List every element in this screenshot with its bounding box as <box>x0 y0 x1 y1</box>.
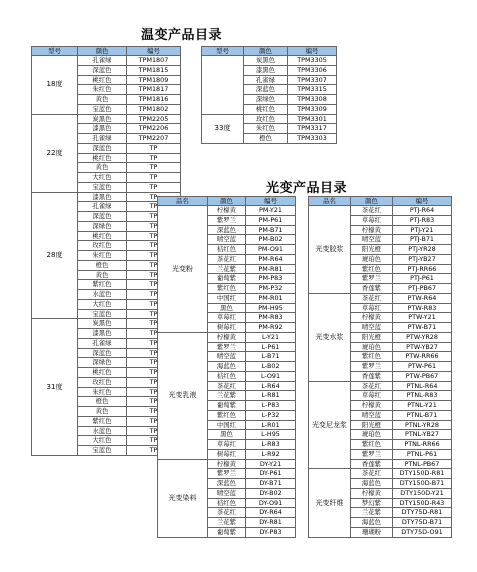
color-cell: 兰花紫 <box>208 518 246 528</box>
code-cell: TPM1809 <box>127 75 181 85</box>
temperature-table-right <box>201 46 337 144</box>
color-cell: 朱红色 <box>78 251 127 261</box>
header-cell: 颜色 <box>244 47 288 56</box>
table-row <box>309 293 452 303</box>
code-cell: TP <box>127 202 181 212</box>
color-cell: 阳光橙 <box>351 420 393 430</box>
code-cell: TPM3315 <box>288 85 337 95</box>
color-cell: 紫红色 <box>208 284 246 294</box>
code-cell: DTY150D-B71 <box>393 479 452 489</box>
code-cell: DY-R81 <box>246 518 296 528</box>
color-cell: 晴空蓝 <box>208 235 246 245</box>
code-cell: PM-O91 <box>246 245 296 255</box>
color-cell: 琥珀色 <box>351 430 393 440</box>
header-cell: 颜色 <box>208 197 246 206</box>
code-cell: TP <box>127 446 181 456</box>
color-cell: 深绿色 <box>78 358 127 368</box>
header-cell: 编号 <box>393 197 452 206</box>
color-cell: 兰花紫 <box>208 264 246 274</box>
color-cell: 水蓝色 <box>78 426 127 436</box>
code-cell: PTW-B71 <box>393 323 452 333</box>
code-cell: PTJ-R83 <box>393 215 452 225</box>
color-cell: 桃红色 <box>78 368 127 378</box>
code-cell: TP <box>127 260 181 270</box>
code-cell: L-R64 <box>246 381 296 391</box>
header-cell: 编号 <box>288 47 337 56</box>
code-cell: PTNL-RR66 <box>393 440 452 450</box>
table-row <box>309 206 452 216</box>
color-cell: 阳光橙 <box>351 245 393 255</box>
code-cell: TP <box>127 348 181 358</box>
code-cell: TPM3301 <box>288 114 337 124</box>
code-cell: TP <box>127 407 181 417</box>
color-cell: 深蓝色 <box>78 212 127 222</box>
code-cell: DY-P61 <box>246 469 296 479</box>
color-cell: 深蓝色 <box>244 85 288 95</box>
color-cell: 深蓝色 <box>78 348 127 358</box>
code-cell: DY-O91 <box>246 498 296 508</box>
code-cell: PTNL-R64 <box>393 381 452 391</box>
color-cell: 玫红色 <box>244 114 288 124</box>
code-cell: TPM2206 <box>127 124 181 134</box>
header-cell: 编号 <box>127 47 181 56</box>
code-cell: TPM3303 <box>288 134 337 144</box>
color-cell: 柠檬黄 <box>351 488 393 498</box>
code-cell: PTJ-B71 <box>393 235 452 245</box>
color-cell: 柠檬黄 <box>208 332 246 342</box>
color-cell: 晴空蓝 <box>208 488 246 498</box>
code-cell: PTW-PB67 <box>393 371 452 381</box>
color-cell: 草莓红 <box>208 313 246 323</box>
code-cell: L-H95 <box>246 430 296 440</box>
code-cell: TPM3306 <box>288 65 337 75</box>
code-cell: TP <box>127 416 181 426</box>
color-cell: 深绿色 <box>244 95 288 105</box>
color-cell: 茶花红 <box>351 381 393 391</box>
color-cell: 草莓红 <box>351 303 393 313</box>
color-cell: 朱红色 <box>244 124 288 134</box>
code-cell: PM-P61 <box>246 215 296 225</box>
color-cell: 桃红色 <box>244 104 288 114</box>
color-cell: 大红色 <box>78 436 127 446</box>
code-cell: PM-R83 <box>246 313 296 323</box>
code-cell: TP <box>127 173 181 183</box>
code-cell: L-Y21 <box>246 332 296 342</box>
color-cell: 水蓝色 <box>78 290 127 300</box>
code-cell: L-R83 <box>246 440 296 450</box>
code-cell: PM-B71 <box>246 225 296 235</box>
code-cell: PTW-R64 <box>393 293 452 303</box>
table-row <box>158 206 296 216</box>
code-cell: TP <box>127 299 181 309</box>
code-cell: DTY75D-O91 <box>393 527 452 537</box>
code-cell: PTJ-RR66 <box>393 264 452 274</box>
color-cell: 阳光橙 <box>351 332 393 342</box>
code-cell: DTY150D-R81 <box>393 469 452 479</box>
code-cell: DTY150D-R43 <box>393 498 452 508</box>
code-cell: PTJ-PB67 <box>393 284 452 294</box>
table-row <box>202 56 337 66</box>
photochromic-catalog-title: 光变产品目录 <box>266 181 348 196</box>
color-cell: 深绿色 <box>78 221 127 231</box>
header-cell: 型号 <box>202 47 244 56</box>
code-cell: PTNL-Y21 <box>393 401 452 411</box>
color-cell: 琥珀色 <box>351 254 393 264</box>
group-label: 光变纤维 <box>309 469 351 537</box>
code-cell: PTNL-B71 <box>393 410 452 420</box>
color-cell: 漆黑色 <box>78 192 127 202</box>
color-cell: 深蓝色 <box>208 225 246 235</box>
code-cell: DY-Y21 <box>246 459 296 469</box>
table-row <box>309 381 452 391</box>
code-cell: DY-R64 <box>246 508 296 518</box>
code-cell: PTW-P61 <box>393 362 452 372</box>
code-cell: TP <box>127 387 181 397</box>
code-cell: PTNL-PB67 <box>393 459 452 469</box>
code-cell: TPM3317 <box>288 124 337 134</box>
group-label: 光变尼龙浆 <box>309 381 351 469</box>
color-cell: 茶花红 <box>351 469 393 479</box>
code-cell: TP <box>127 182 181 192</box>
color-cell: 炭黑色 <box>78 319 127 329</box>
color-cell: 兰花紫 <box>351 508 393 518</box>
code-cell: PM-Y21 <box>246 206 296 216</box>
code-cell: TP <box>127 192 181 202</box>
table-row <box>32 56 181 66</box>
code-cell: TP <box>127 280 181 290</box>
code-cell: DTY75D-B71 <box>393 518 452 528</box>
color-cell: 柠檬黄 <box>351 401 393 411</box>
color-cell: 深蓝色 <box>208 479 246 489</box>
color-cell: 孔雀绿 <box>244 75 288 85</box>
color-cell: 紫罗兰 <box>351 274 393 284</box>
color-cell: 炭黑色 <box>78 114 127 124</box>
group-label: 18度 <box>32 56 78 115</box>
code-cell: TP <box>127 251 181 261</box>
color-cell: 紫红色 <box>351 264 393 274</box>
color-cell: 橙色 <box>244 134 288 144</box>
code-cell: TP <box>127 212 181 222</box>
code-cell: TPM3307 <box>288 75 337 85</box>
color-cell: 紫红色 <box>351 352 393 362</box>
temperature-catalog-title: 温变产品目录 <box>141 28 223 43</box>
color-cell: 草莓红 <box>351 215 393 225</box>
color-cell: 晴空蓝 <box>351 410 393 420</box>
color-cell: 晴空蓝 <box>351 323 393 333</box>
group-label: 31度 <box>32 319 78 456</box>
code-cell: DTY75D-R81 <box>393 508 452 518</box>
code-cell: PM-R64 <box>246 254 296 264</box>
code-cell: TP <box>127 436 181 446</box>
color-cell: 桃红色 <box>78 153 127 163</box>
code-cell: TP <box>127 241 181 251</box>
color-cell: 紫罗兰 <box>208 342 246 352</box>
code-cell: PM-P32 <box>246 284 296 294</box>
color-cell: 桔红色 <box>208 245 246 255</box>
code-cell: PM-B02 <box>246 235 296 245</box>
color-cell: 香莲紫 <box>351 371 393 381</box>
group-label: 22度 <box>32 114 78 192</box>
color-cell: 香莲紫 <box>351 284 393 294</box>
color-cell: 玫红色 <box>78 377 127 387</box>
color-cell: 中国红 <box>208 293 246 303</box>
code-cell: DTY150D-Y21 <box>393 488 452 498</box>
color-cell: 兰花紫 <box>208 391 246 401</box>
code-cell: PTW-Y21 <box>393 313 452 323</box>
code-cell: TPM1802 <box>127 104 181 114</box>
color-cell: 漆黑色 <box>78 329 127 339</box>
code-cell: L-R01 <box>246 420 296 430</box>
code-cell: DY-P83 <box>246 527 296 537</box>
code-cell: TP <box>127 270 181 280</box>
color-cell: 黄色 <box>78 95 127 105</box>
color-cell: 茶花红 <box>351 293 393 303</box>
table-row <box>32 114 181 124</box>
color-cell: 桃红色 <box>78 75 127 85</box>
code-cell: TPM2205 <box>127 114 181 124</box>
code-cell: TP <box>127 143 181 153</box>
color-cell: 黄色 <box>78 407 127 417</box>
color-cell: 柠檬黄 <box>208 206 246 216</box>
color-cell: 宝蓝色 <box>78 104 127 114</box>
code-cell: TP <box>127 231 181 241</box>
color-cell: 孔雀绿 <box>78 202 127 212</box>
color-cell: 黄色 <box>78 270 127 280</box>
code-cell: TPM3305 <box>288 56 337 66</box>
code-cell: L-B71 <box>246 352 296 362</box>
color-cell: 孔雀绿 <box>78 134 127 144</box>
code-cell: L-B02 <box>246 362 296 372</box>
color-cell: 桔红色 <box>208 498 246 508</box>
code-cell: PM-P83 <box>246 274 296 284</box>
code-cell: TPM1817 <box>127 85 181 95</box>
color-cell: 紫罗兰 <box>208 469 246 479</box>
code-cell: TPM2207 <box>127 134 181 144</box>
color-cell: 漆黑色 <box>244 65 288 75</box>
color-cell: 黑色 <box>208 430 246 440</box>
color-cell: 橙色 <box>78 260 127 270</box>
code-cell: PTW-YB27 <box>393 342 452 352</box>
code-cell: DY-B02 <box>246 488 296 498</box>
code-cell: L-P83 <box>246 401 296 411</box>
group-label: 光变胶浆 <box>309 206 351 294</box>
color-cell: 琥珀色 <box>351 342 393 352</box>
code-cell: TP <box>127 309 181 319</box>
color-cell: 漆黑色 <box>78 124 127 134</box>
code-cell: PTNL-R83 <box>393 391 452 401</box>
color-cell: 深蓝色 <box>78 65 127 75</box>
group-label: 33度 <box>202 114 244 143</box>
photochromic-table-left <box>157 196 296 538</box>
header-cell: 品名 <box>309 197 351 206</box>
color-cell: 紫红色 <box>78 280 127 290</box>
color-cell: 珊瑚粉 <box>351 527 393 537</box>
color-cell: 草莓红 <box>351 391 393 401</box>
color-cell: 黑色 <box>208 303 246 313</box>
code-cell: TPM1816 <box>127 95 181 105</box>
code-cell: TP <box>127 290 181 300</box>
header-cell: 品名 <box>158 197 208 206</box>
header-cell: 编号 <box>246 197 296 206</box>
color-cell: 树莓红 <box>208 323 246 333</box>
color-cell: 海蓝色 <box>208 362 246 372</box>
code-cell: PM-R92 <box>246 323 296 333</box>
code-cell: PTNL-YR28 <box>393 420 452 430</box>
color-cell: 紫罗兰 <box>208 215 246 225</box>
group-label: 光变粉 <box>158 206 208 333</box>
color-cell: 梦幻紫 <box>351 498 393 508</box>
code-cell: TP <box>127 153 181 163</box>
color-cell: 柠檬黄 <box>208 459 246 469</box>
color-cell: 朱红色 <box>78 387 127 397</box>
color-cell: 柠檬黄 <box>351 313 393 323</box>
code-cell: PTW-YR28 <box>393 332 452 342</box>
code-cell: TPM3309 <box>288 104 337 114</box>
code-cell: DY-B71 <box>246 479 296 489</box>
code-cell: L-P61 <box>246 342 296 352</box>
color-cell: 茶花红 <box>208 254 246 264</box>
color-cell: 树莓红 <box>208 449 246 459</box>
code-cell: TP <box>127 358 181 368</box>
group-label: 光变染料 <box>158 459 208 537</box>
code-cell: PTJ-P61 <box>393 274 452 284</box>
color-cell: 紫罗兰 <box>351 449 393 459</box>
code-cell: PTJ-YR28 <box>393 245 452 255</box>
color-cell: 葡萄紫 <box>208 401 246 411</box>
code-cell: TP <box>127 397 181 407</box>
photochromic-table-right <box>308 196 452 538</box>
code-cell: PTNL-P61 <box>393 449 452 459</box>
table-row <box>202 114 337 124</box>
code-cell: L-R92 <box>246 449 296 459</box>
code-cell: L-O91 <box>246 371 296 381</box>
color-cell: 紫红色 <box>351 440 393 450</box>
code-cell: PM-H95 <box>246 303 296 313</box>
code-cell: TPM3308 <box>288 95 337 105</box>
color-cell: 茶花红 <box>208 381 246 391</box>
color-cell: 葡萄紫 <box>208 274 246 284</box>
color-cell: 茶花红 <box>351 206 393 216</box>
color-cell: 晴空蓝 <box>351 235 393 245</box>
code-cell: L-R81 <box>246 391 296 401</box>
color-cell: 中国红 <box>208 420 246 430</box>
color-cell: 葡萄紫 <box>208 527 246 537</box>
header-cell: 型号 <box>32 47 78 56</box>
code-cell: PM-R81 <box>246 264 296 274</box>
color-cell: 宝蓝色 <box>78 309 127 319</box>
code-cell: TP <box>127 368 181 378</box>
color-cell: 草莓红 <box>208 440 246 450</box>
color-cell: 桃红色 <box>78 231 127 241</box>
header-cell: 颜色 <box>351 197 393 206</box>
code-cell: PTW-R83 <box>393 303 452 313</box>
code-cell: TP <box>127 163 181 173</box>
code-cell: PTJ-YB27 <box>393 254 452 264</box>
table-row <box>158 332 296 342</box>
code-cell: TP <box>127 221 181 231</box>
group-label: 光变水浆 <box>309 293 351 381</box>
code-cell: PTW-RR66 <box>393 352 452 362</box>
group-label: 光变乳液 <box>158 332 208 459</box>
header-cell: 颜色 <box>78 47 127 56</box>
color-cell: 孔雀绿 <box>78 338 127 348</box>
table-row <box>309 469 452 479</box>
code-cell: PTJ-R64 <box>393 206 452 216</box>
color-cell: 紫红色 <box>208 410 246 420</box>
code-cell: TP <box>127 319 181 329</box>
color-cell: 大红色 <box>78 299 127 309</box>
color-cell: 玫红色 <box>78 241 127 251</box>
color-cell: 黄色 <box>78 163 127 173</box>
color-cell: 炭黑色 <box>244 56 288 66</box>
color-cell: 晴空蓝 <box>208 352 246 362</box>
color-cell: 紫红色 <box>78 416 127 426</box>
color-cell: 桔红色 <box>208 371 246 381</box>
color-cell: 宝蓝色 <box>78 446 127 456</box>
color-cell: 大红色 <box>78 173 127 183</box>
table-row <box>158 459 296 469</box>
group-label: 28度 <box>32 192 78 319</box>
color-cell: 朱红色 <box>78 85 127 95</box>
color-cell: 海蓝色 <box>351 479 393 489</box>
group-label <box>202 56 244 115</box>
color-cell: 紫罗兰 <box>351 362 393 372</box>
code-cell: TP <box>127 329 181 339</box>
color-cell: 柠檬黄 <box>351 225 393 235</box>
color-cell: 橙色 <box>78 397 127 407</box>
code-cell: PTJ-Y21 <box>393 225 452 235</box>
color-cell: 海蓝色 <box>351 518 393 528</box>
code-cell: TP <box>127 377 181 387</box>
color-cell: 茶花红 <box>208 508 246 518</box>
code-cell: TPM1815 <box>127 65 181 75</box>
code-cell: L-P32 <box>246 410 296 420</box>
code-cell: TPM1807 <box>127 56 181 66</box>
code-cell: TP <box>127 426 181 436</box>
code-cell: PM-R01 <box>246 293 296 303</box>
color-cell: 香莲紫 <box>351 459 393 469</box>
color-cell: 孔雀绿 <box>78 56 127 66</box>
code-cell: PTNL-YB27 <box>393 430 452 440</box>
color-cell: 宝蓝色 <box>78 182 127 192</box>
color-cell: 深蓝色 <box>78 143 127 153</box>
code-cell: TP <box>127 338 181 348</box>
